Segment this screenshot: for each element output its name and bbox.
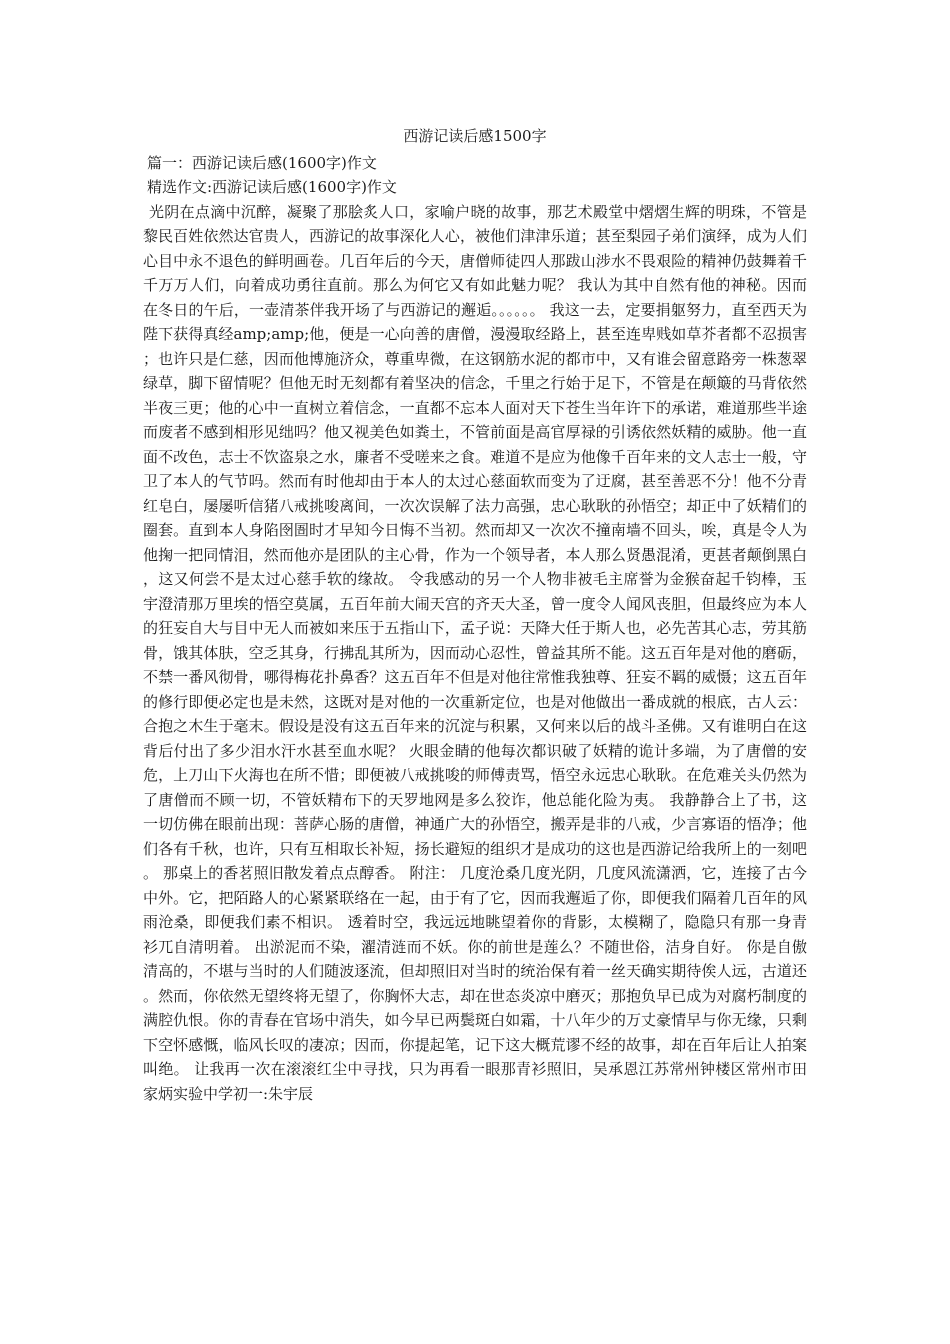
essay-heading: 精选作文:西游记读后感(1600字)作文 (147, 178, 397, 196)
section-heading: 篇一：西游记读后感(1600字)作文 (147, 153, 377, 172)
document-content (143, 124, 807, 1106)
essay-body: 光阴在点滴中沉醉，凝聚了那脍炙人口，家喻户晓的故事，那艺术殿堂中熠熠生辉的明珠，不管是黎民百姓依然达官贵人，西游记的故事深化人心，被他们津津乐道；甚至梨园子弟们演绎，成为人们心目中永不退色的鲜明画卷。几百年后的今天，唐僧师徒四人那跋山涉水不畏艰险的精神仍鼓舞着千千万万人们，向着成功勇往直前。那么为何它又有如此魅力呢？ 我认为其中自然有他的神秘。因而在冬日的午后，一壶清茶伴我开场了与西游记的邂逅。。。。。。 我这一去，定要捐躯努力，直至西天为陛下获得真经amp;amp;他，便是一心向善的唐僧，漫漫取经路上，甚至连卑贱如草芥者都不忍损害；也许只是仁慈，因而他博施济众，尊重卑微，在这钢筋水泥的都市中，又有谁会留意路旁一株葱翠绿草，脚下留情呢？但他无时无刻都有着坚决的信念，千里之行始于足下，不管是在颠簸的马背依然半夜三更；他的心中一直树立着信念，一直都不忘本人面对天下苍生当年许下的承诺，难道那些半途而废者不感到相形见绌吗？他又视美色如粪土，不管前面是高官厚禄的引诱依然妖精的威胁。他一直面不改色，志士不饮盗泉之水，廉者不受嗟来之食。难道不是应为他像千百年来的文人志士一般，守卫了本人的气节吗。然而有时他却由于本人的太过心慈面软而变为了迂腐，甚至善恶不分！他不分青红皂白，屡屡听信猪八戒挑唆离间，一次次误解了法力高强，忠心耿耿的孙悟空；却正中了妖精们的圈套。直到本人身陷囹圄时才早知今日悔不当初。然而却又一次次不撞南墙不回头，唉，真是令人为他掬一把同情泪，然而他亦是团队的主心骨，作为一个领导者，本人那么贤愚混淆，更甚者颠倒黑白，这又何尝不是太过心慈手软的缘故。 令我感动的另一个人物非被毛主席誉为金猴奋起千钧棒，玉宇澄清那万里埃的悟空莫属，五百年前大闹天宫的齐天大圣，曾一度令人闻风丧胆，但最终应为本人的狂妄自大与目中无人而被如来压于五指山下，孟子说：天降大任于斯人也，必先苦其心志，劳其筋骨，饿其体肤，空乏其身，行拂乱其所为，因而动心忍性，曾益其所不能。这五百年是对他的磨砺，不禁一番风彻骨，哪得梅花扑鼻香？这五百年不但是对他往常惟我独尊、狂妄不羁的威慑；这五百年的修行即便必定也是未然，这既对是对他的一次重新定位，也是对他做出一番成就的根底，古人云：合抱之木生于毫末。假设是没有这五百年来的沉淀与积累，又何来以后的战斗圣佛。又有谁明白在这背后付出了多少泪水汗水甚至血水呢？ 火眼金睛的他每次都识破了妖精的诡计多端，为了唐僧的安危，上刀山下火海也在所不惜；即便被八戒挑唆的师傅责骂，悟空永远忠心耿耿。在危难关头仍然为了唐僧而不顾一切，不管妖精布下的天罗地网是多么狡诈，他总能化险为夷。 我静静合上了书，这一切仿佛在眼前出现：菩萨心肠的唐僧，神通广大的孙悟空，搬弄是非的八戒，少言寡语的悟净；他们各有千秋，也许，只有互相取长补短，扬长避短的组织才是成功的这也是西游记给我所上的一刻吧。 那桌上的香茗照旧散发着点点醇香。 附注： 几度沧桑几度光阴，几度风流潇洒，它，连接了古今中外。它，把陌路人的心紧紧联络在一起，由于有了它，因而我邂逅了你，即便我们隔着几百年的风雨沧桑，即便我们素不相识。 透着时空，我远远地眺望着你的背影，太模糊了，隐隐只有那一身青衫兀自清明着。 出淤泥而不染，濯清涟而不妖。你的前世是莲么？不随世俗，洁身自好。 你是自傲清高的，不堪与当时的人们随波逐流，但却照旧对当时的统治保有着一丝天确实期待俟人远，古道还。然而，你依然无望终将无望了，你胸怀大志，却在世态炎凉中磨灭；那抱负早已成为对腐朽制度的满腔仇恨。你的青春在官场中消失，如今早已两鬓斑白如霜，十八年少的万丈豪情早与你无缘，只剩下空怀感慨，临风长叹的凄凉；因而，你提起笔，记下这大概荒谬不经的故事，却在百年后让人拍案叫绝。 让我再一次在滚滚红尘中寻找，只为再看一眼那青衫照旧，吴承恩江苏常州钟楼区常州市田家炳实验中学初一:朱宇辰 (143, 202, 807, 1103)
document-title: 西游记读后感1500字 (403, 127, 547, 145)
